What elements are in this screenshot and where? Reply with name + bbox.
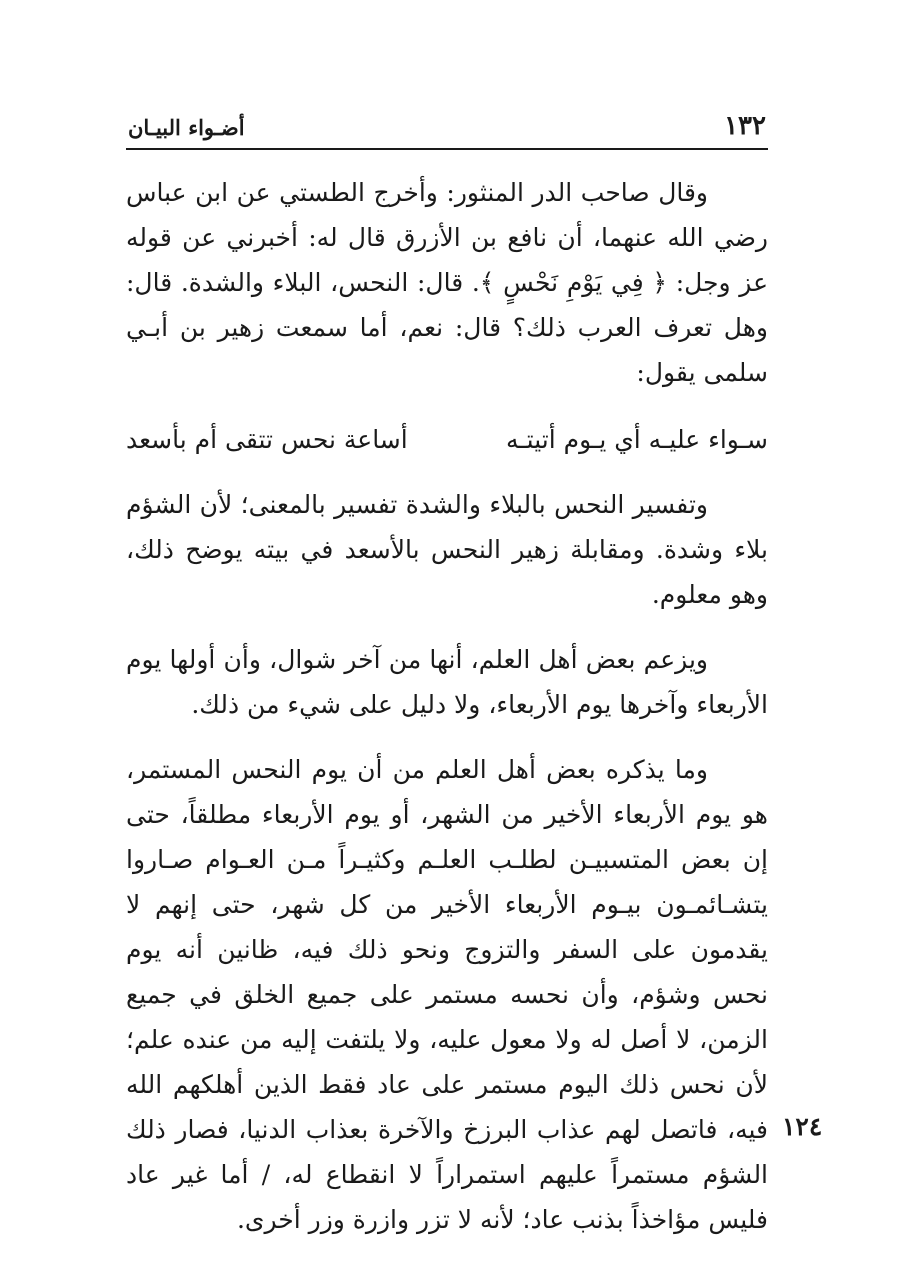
paragraph-4-part-1: وما يذكره بعض أهل العلم من أن يوم النحس المستمر، هو يوم الأربعاء الأخير من الشهر، أو يوم الأربعاء مطلقاً، حتى إن بعض المتسبيـن لطلـب العلـم وكثيـراً مـن العـوام صـاروا يتشـائمـون بيـوم الأربعاء الأخير من كل شهر، حتى إنهم لا يقدمون على السفر والتزوج ونحو ذلك فيه، ظانين أنه يوم نحس وشؤم، وأن نحسه مستمر على جميع الخلق في جميع الزمن، لا أصل له ولا معول عليه، ولا يلتفت إليه من عنده علم؛ لأن نحس ذلك اليوم مستمر على عاد فقط الذين أهلكهم الله فيه، فاتصل لهم عذاب البرزخ والآخرة بعذاب الدنيا، فصار ذلك الشؤم مستمراً عليهم استمراراً لا انقطاع له،: [126, 755, 769, 1189]
verse-second-hemistich: أساعة نحس تتقى أم بأسعد: [126, 425, 408, 454]
original-page-number: ١٢٤: [782, 1112, 823, 1141]
paragraph-1: وقال صاحب الدر المنثور: وأخرج الطستي عن ابن عباس رضي الله عنهما، أن نافع بن الأزرق قال له: أخبرني عن قوله عز وجل: ﴿ فِي يَوْمِ نَحْسٍ ﴾. قال: النحس، البلاء والشدة. قال: وهل تعرف العرب ذلك؟ قال: نعم، أما سمعت زهير بن أبـي سلمى يقول:: [126, 178, 768, 387]
page-body: [126, 170, 768, 1242]
paragraph-4-part-2: أما غير عاد فليس مؤاخذاً بذنب عاد؛ لأنه لا تزر وازرة وزر أخرى.: [126, 1160, 768, 1234]
paragraph-3: ويزعم بعض أهل العلم، أنها من آخر شوال، وأن أولها يوم الأربعاء وآخرها يوم الأربعاء، ولا دليل على شيء من ذلك.: [126, 645, 768, 719]
paragraph-4: [126, 747, 768, 1242]
page-number: ١٣٢: [724, 111, 766, 141]
page-header: [126, 104, 768, 150]
verse-first-hemistich: سـواء عليـه أي يـوم أتيتـه: [505, 425, 768, 454]
paragraph-2: وتفسير النحس بالبلاء والشدة تفسير بالمعنى؛ لأن الشؤم بلاء وشدة. ومقابلة زهير النحس بالأسعد في بيته يوضح ذلك، وهو معلوم.: [126, 490, 768, 609]
poetry-verse: [126, 417, 768, 462]
book-title: أضـواء البيـان: [128, 115, 245, 140]
page-break-marker: /: [261, 1160, 284, 1189]
